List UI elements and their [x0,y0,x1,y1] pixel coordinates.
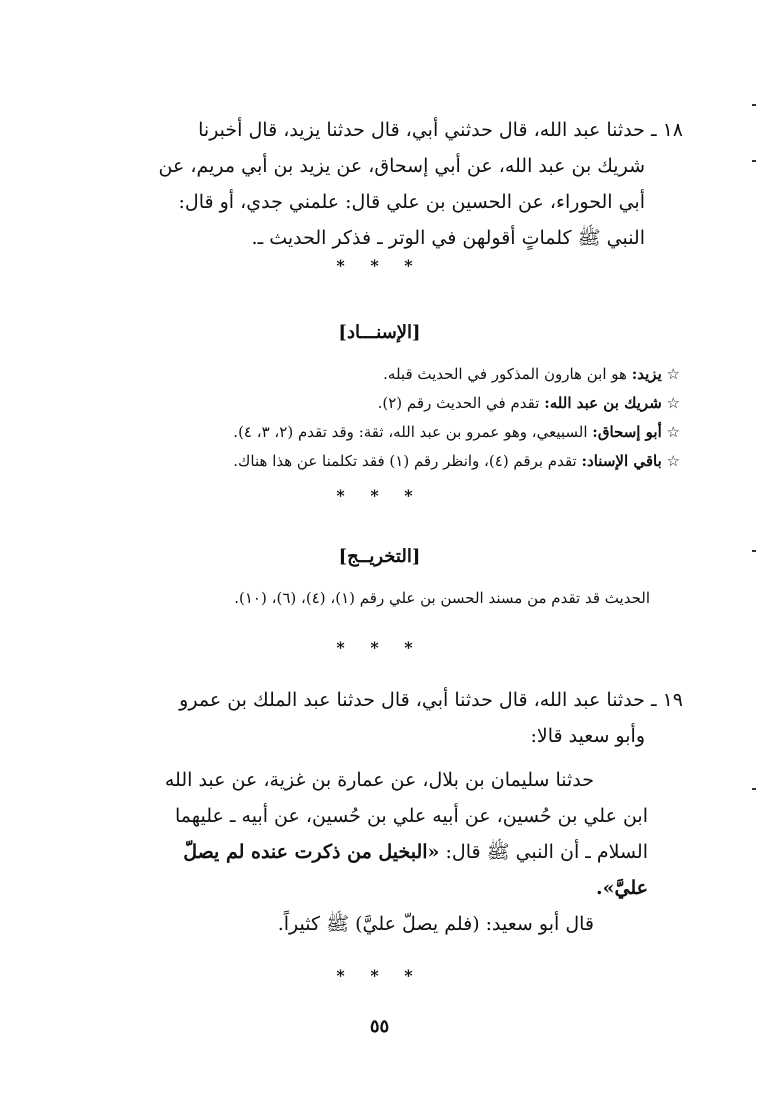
takhrij-heading: [التخريــج] [338,546,421,567]
note-text: تقدم برقم (٤)، وانظر رقم (١) فقد تكلمنا عن هذا هناك. [233,452,577,470]
hadith-18-line: ١٨ ـ حدثنا عبد الله، قال حدثني أبي، قال حدثنا يزيد، قال أخبرنا [198,119,683,141]
prophet-quote-end: عليَّ». [596,877,648,899]
takhrij-text [160,584,650,613]
note-label: شريك بن عبد الله: [544,394,662,412]
hadith-18-line: النبي ﷺ كلماتٍ أقولهن في الوتر ـ فذكر الحديث ـ. [251,227,645,249]
abu-saeed-text: قال أبو سعيد: (فلم يصلّ عليَّ) ﷺ كثيراً. [277,913,594,935]
note-label: باقي الإسناد: [581,452,662,470]
note-label: يزيد: [631,365,662,383]
isnad-note [140,447,680,476]
prophet-quote-intro: السلام ـ أن النبي ﷺ قال: [445,841,648,863]
isnad-note [140,418,680,447]
section-separator: * * * [336,638,423,657]
star-marker-icon: ☆ [666,452,680,470]
isnad-notes [140,360,680,476]
section-separator: * * * [336,486,423,505]
margin-mark [752,160,756,162]
margin-mark [752,788,756,790]
note-text: هو ابن هارون المذكور في الحديث قبله. [383,365,627,383]
isnad-note [140,360,680,389]
hadith-19-body-line [108,834,648,870]
hadith-19-body-line: ابن علي بن حُسين، عن أبيه علي بن حُسين، عن أبيه ـ عليهما [174,805,648,827]
hadith-19-intro [108,682,683,754]
page-number: ٥٥ [369,1016,390,1037]
section-separator: * * * [336,256,423,275]
abu-saeed-line [108,906,594,942]
hadith-19-body-line: حدثنا سليمان بن بلال، عن عمارة بن غزية، عن عبد الله [164,769,594,791]
star-marker-icon: ☆ [666,365,680,383]
isnad-note [140,389,680,418]
hadith-18-line: أبي الحوراء، عن الحسين بن علي قال: علمني جدي، أو قال: [178,191,645,213]
hadith-19-line: ١٩ ـ حدثنا عبد الله، قال حدثنا أبي، قال حدثنا عبد الملك بن عمرو [179,689,683,711]
hadith-18 [108,112,683,256]
note-text: السبيعي، وهو عمرو بن عبد الله، ثقة: وقد تقدم (٢، ٣، ٤). [233,423,588,441]
takhrij-line: الحديث قد تقدم من مسند الحسن بن علي رقم (١)، (٤)، (٦)، (١٠). [234,589,650,607]
isnad-heading: [الإسنـــاد] [338,322,421,343]
star-marker-icon: ☆ [666,423,680,441]
star-marker-icon: ☆ [666,394,680,412]
prophet-quote: «البخيل من ذكرت عنده لم يصلّ [183,841,440,863]
hadith-19-line: وأبو سعيد قالا: [530,725,645,747]
hadith-18-line: شريك بن عبد الله، عن أبي إسحاق، عن يزيد بن أبي مريم، عن [158,155,645,177]
margin-mark [752,104,756,106]
hadith-19-body [108,762,648,906]
note-label: أبو إسحاق: [592,423,662,441]
section-separator: * * * [336,966,423,985]
note-text: تقدم في الحديث رقم (٢). [377,394,540,412]
